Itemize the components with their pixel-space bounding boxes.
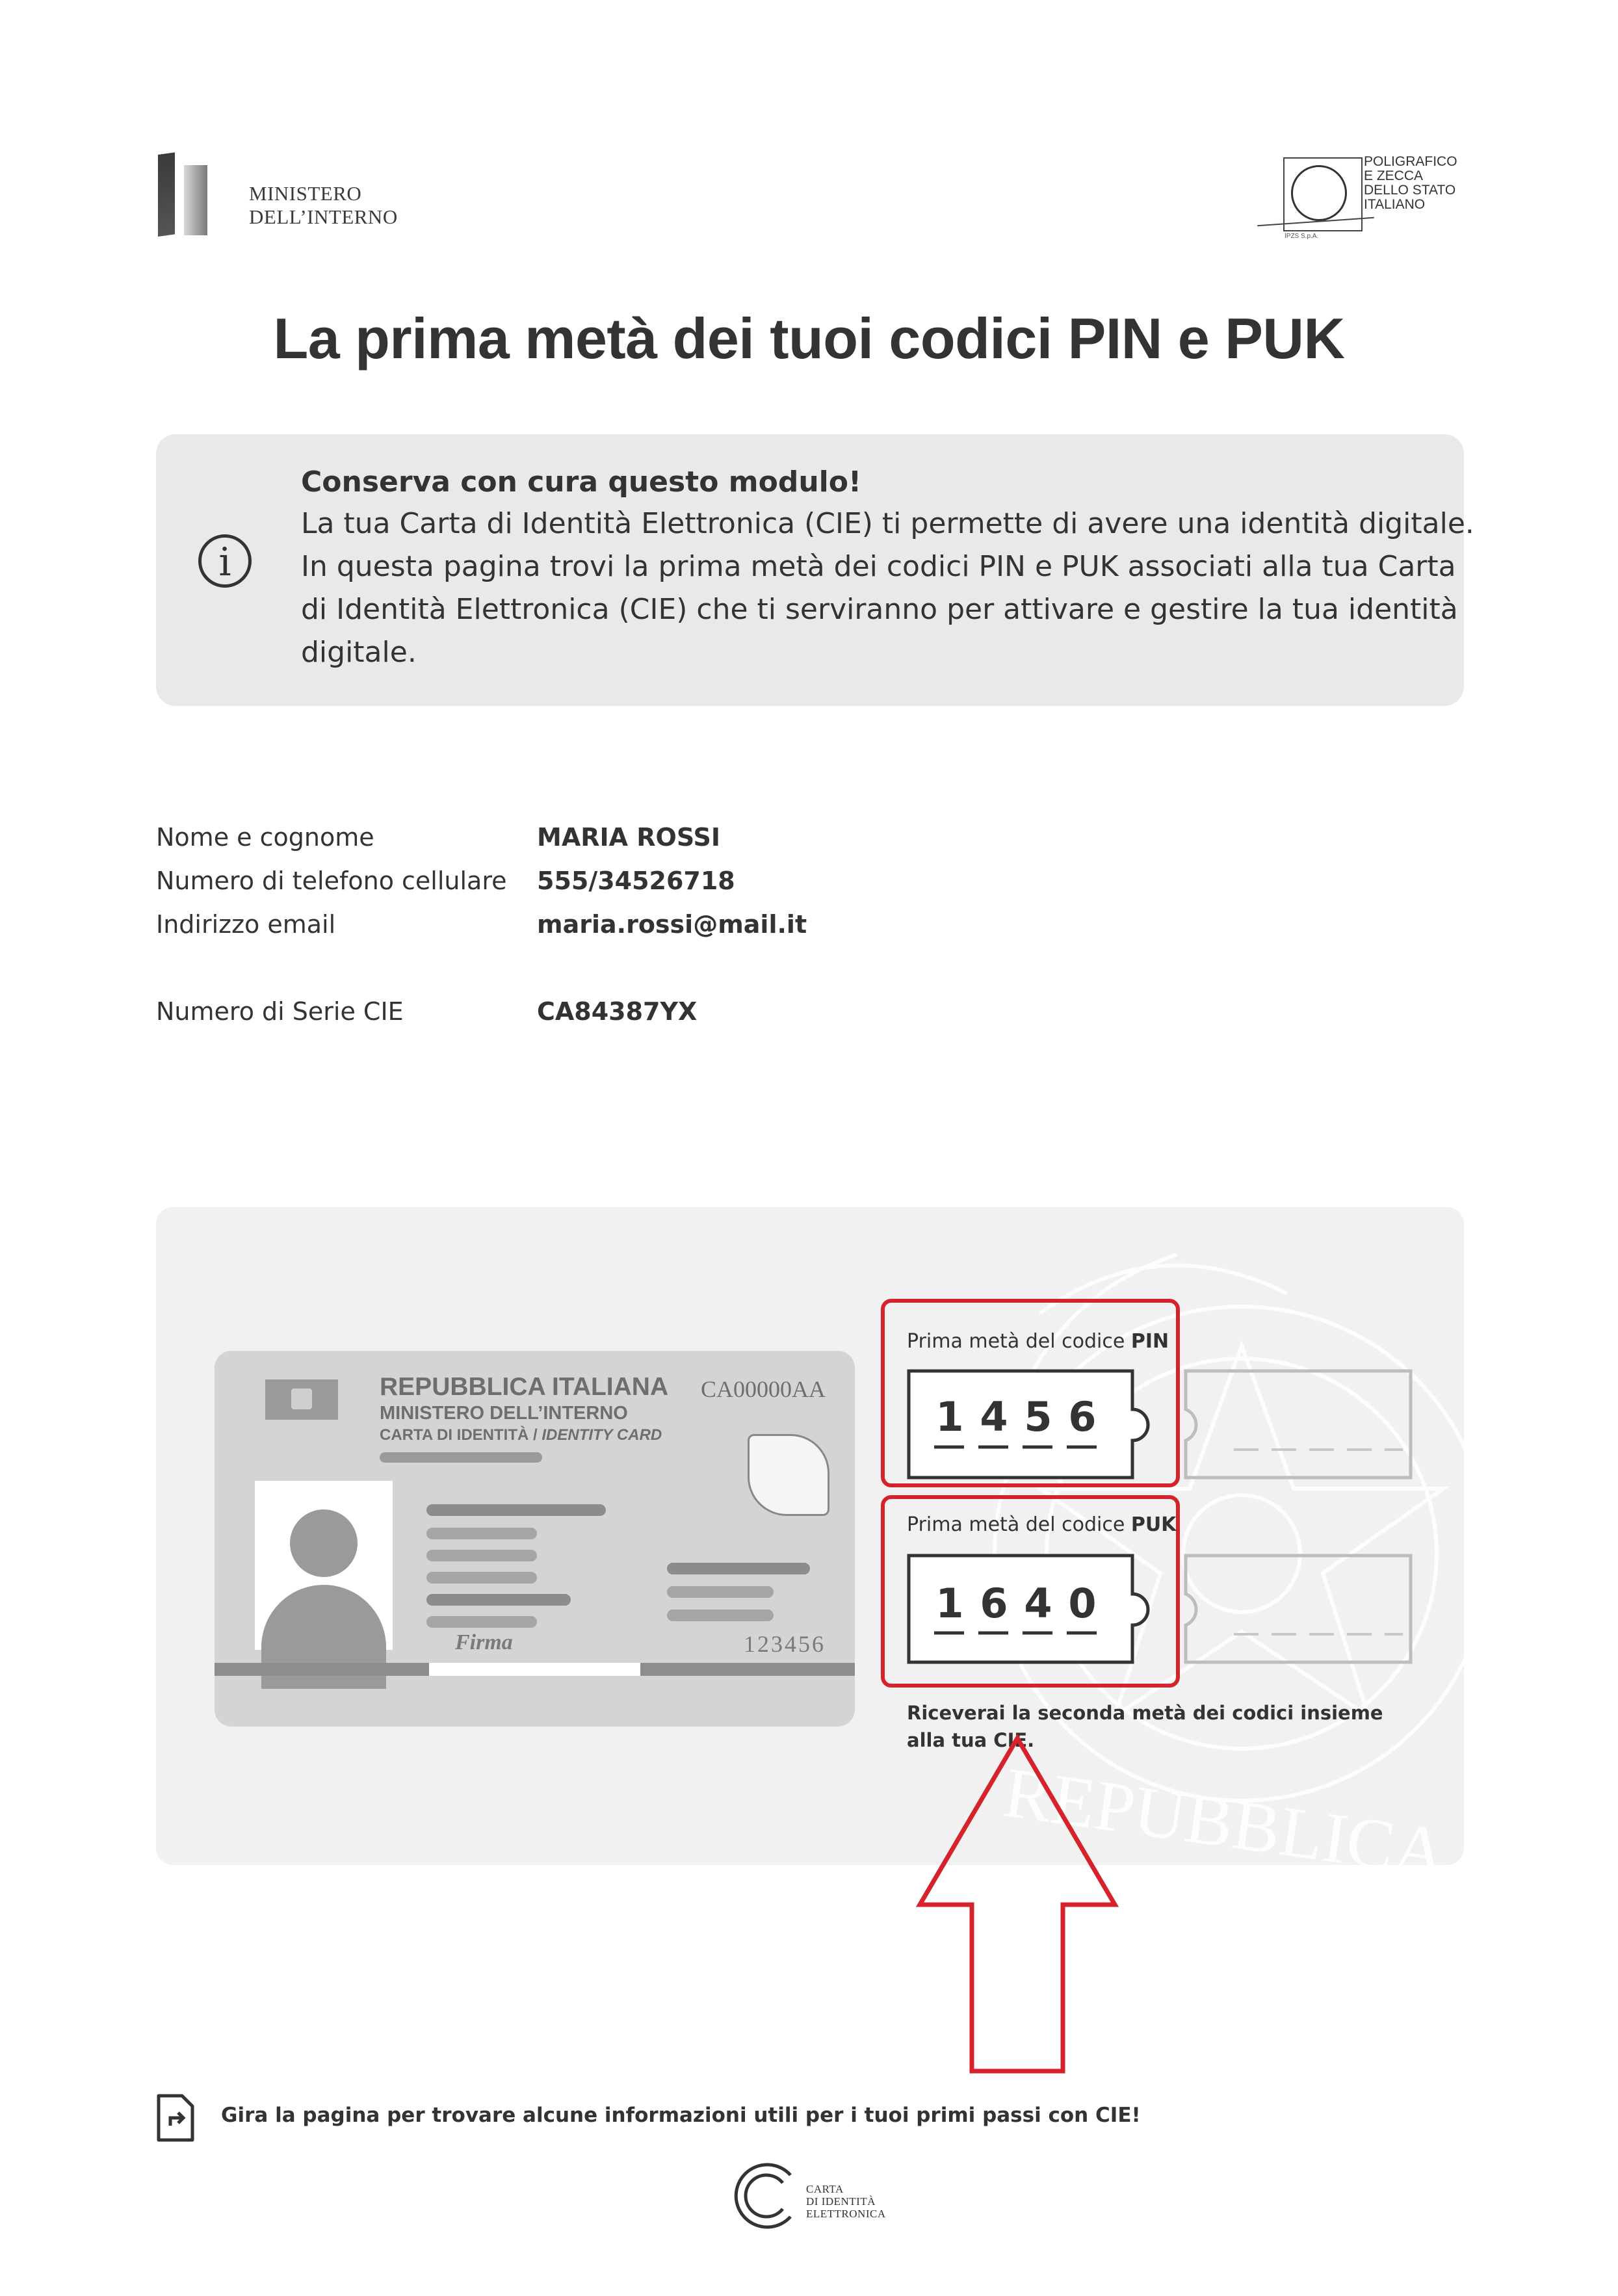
ipzs-circle bbox=[1291, 165, 1347, 221]
phone-label: Numero di telefono cellulare bbox=[156, 867, 507, 895]
puk-caption-bold: PUK bbox=[1130, 1513, 1177, 1536]
card-country: REPUBBLICA ITALIANA bbox=[380, 1373, 669, 1401]
card-ministry: MINISTERO DELL’INTERNO bbox=[380, 1403, 628, 1424]
ipzs-line-1: POLIGRAFICO bbox=[1364, 154, 1457, 169]
card-placeholder-line bbox=[426, 1528, 537, 1539]
ministero-emblem-bar bbox=[158, 152, 175, 237]
card-number: 123456 bbox=[744, 1631, 826, 1657]
card-placeholder-line bbox=[667, 1610, 774, 1621]
cie-logo-text bbox=[806, 2183, 886, 2220]
turn-page-icon bbox=[156, 2093, 195, 2143]
puk-caption bbox=[907, 1513, 1176, 1536]
ministero-line-1: MINISTERO bbox=[249, 182, 362, 205]
arrow-up-icon bbox=[913, 1733, 1121, 2078]
card-stripe bbox=[215, 1663, 855, 1676]
pin-digit: 4 bbox=[980, 1393, 1008, 1441]
info-line-2: In questa pagina trovi la prima metà dei codici PIN e PUK associati alla tua Carta bbox=[301, 550, 1456, 583]
ipzs-name bbox=[1364, 155, 1457, 212]
pin-caption-bold: PIN bbox=[1130, 1330, 1169, 1353]
pin-caption-text: Prima metà del codice bbox=[907, 1330, 1131, 1353]
ipzs-line-4: ITALIANO bbox=[1364, 197, 1426, 212]
phone-value: 555/34526718 bbox=[537, 867, 735, 895]
pin-digit: 1 bbox=[935, 1393, 964, 1441]
card-type-en: IDENTITY CARD bbox=[542, 1426, 662, 1444]
watermark-text: REPUBBLICA IT bbox=[999, 1752, 1532, 1904]
cie-logo-icon bbox=[727, 2157, 805, 2235]
card-signature: Firma bbox=[455, 1630, 513, 1654]
serial-value: CA84387YX bbox=[537, 997, 698, 1026]
codes-note: Riceverai la seconda metà dei codici insieme alla tua CIE. bbox=[907, 1702, 1383, 1751]
info-line-4: digitale. bbox=[301, 636, 417, 669]
cie-line-2: DI IDENTITÀ bbox=[806, 2195, 876, 2208]
ipzs-line-2: E ZECCA bbox=[1364, 168, 1424, 183]
flag-icon bbox=[265, 1379, 338, 1420]
pin-digit: 6 bbox=[1068, 1393, 1097, 1441]
id-card-illustration bbox=[215, 1351, 855, 1727]
page-title: La prima metà dei tuoi codici PIN e PUK bbox=[273, 306, 1345, 371]
card-type bbox=[380, 1426, 662, 1444]
pin-caption bbox=[907, 1330, 1169, 1353]
info-heading: Conserva con cura questo modulo! bbox=[301, 465, 862, 499]
ministero-name bbox=[249, 182, 398, 229]
card-placeholder-line bbox=[667, 1563, 810, 1574]
chip-icon bbox=[748, 1434, 829, 1516]
info-line-1: La tua Carta di Identità Elettronica (CIE) ti permette di avere una identità digitale. bbox=[301, 507, 1474, 540]
card-placeholder-line bbox=[667, 1586, 774, 1598]
puk-second-half-ticket bbox=[1182, 1554, 1416, 1664]
card-type-it: CARTA DI IDENTITÀ / bbox=[380, 1426, 542, 1444]
puk-digit: 1 bbox=[935, 1580, 964, 1627]
ministero-logo bbox=[158, 155, 444, 239]
ipzs-company: IPZS S.p.A. bbox=[1285, 233, 1319, 240]
puk-digit: 4 bbox=[1024, 1580, 1052, 1627]
card-doc-code: CA00000AA bbox=[701, 1376, 826, 1402]
card-placeholder-line bbox=[426, 1550, 537, 1561]
card-placeholder-line bbox=[426, 1616, 537, 1628]
card-placeholder-line bbox=[426, 1594, 571, 1606]
card-placeholder-line bbox=[426, 1504, 606, 1516]
footer-text: Gira la pagina per trovare alcune informazioni utili per i tuoi primi passi con CIE! bbox=[221, 2104, 1141, 2127]
puk-caption-text: Prima metà del codice bbox=[907, 1513, 1131, 1536]
ministero-emblem-bar bbox=[184, 165, 207, 235]
email-label: Indirizzo email bbox=[156, 910, 336, 939]
info-icon: i bbox=[198, 534, 252, 588]
puk-digit: 6 bbox=[980, 1580, 1008, 1627]
pin-second-half-ticket bbox=[1182, 1369, 1416, 1480]
name-label: Nome e cognome bbox=[156, 823, 374, 852]
ipzs-line-3: DELLO STATO bbox=[1364, 183, 1456, 198]
cie-line-1: CARTA bbox=[806, 2183, 844, 2195]
ipzs-logo bbox=[1257, 155, 1472, 246]
ministero-line-2: DELL’INTERNO bbox=[249, 205, 398, 228]
pin-digit: 5 bbox=[1024, 1393, 1052, 1441]
cie-line-3: ELETTRONICA bbox=[806, 2208, 886, 2220]
card-placeholder-line bbox=[426, 1572, 537, 1584]
name-value: MARIA ROSSI bbox=[537, 823, 720, 852]
puk-digit: 0 bbox=[1068, 1580, 1097, 1627]
email-value: maria.rossi@mail.it bbox=[537, 910, 807, 939]
avatar-icon bbox=[255, 1481, 393, 1650]
serial-label: Numero di Serie CIE bbox=[156, 997, 404, 1026]
info-line-3: di Identità Elettronica (CIE) che ti serviranno per attivare e gestire la tua identità bbox=[301, 593, 1458, 626]
card-placeholder-line bbox=[380, 1452, 542, 1463]
